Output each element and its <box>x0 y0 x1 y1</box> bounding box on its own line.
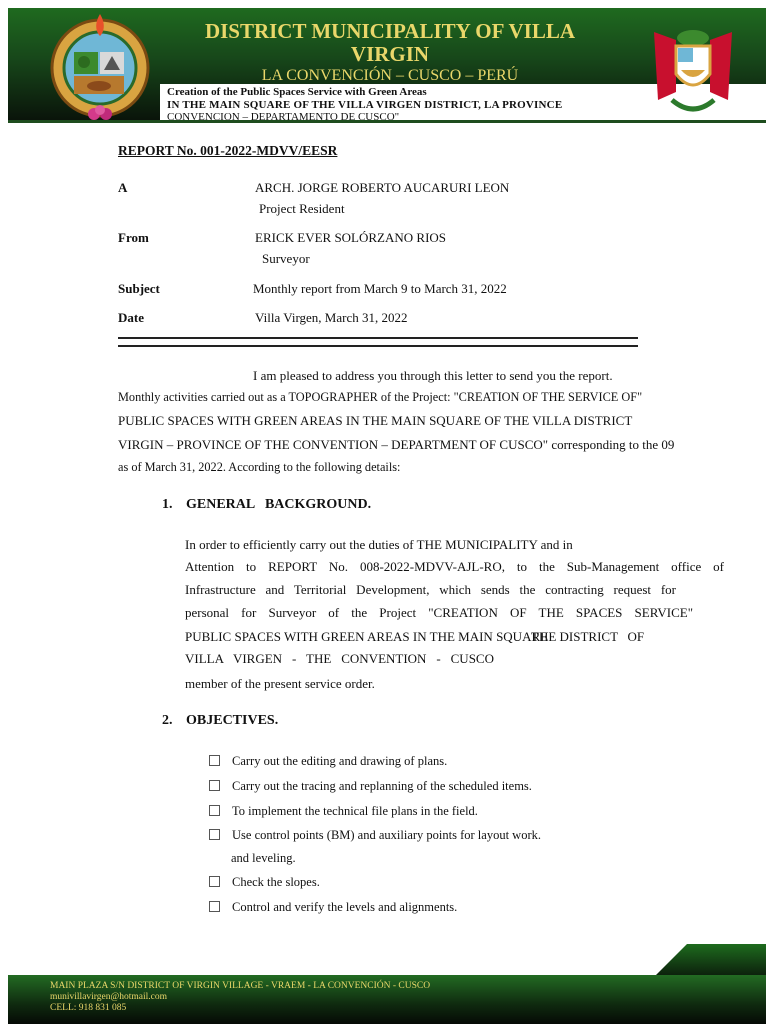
intro-line-4: VIRGIN – PROVINCE OF THE CONVENTION – DEPARTMENT OF CUSCO" corresponding to the 09 <box>118 437 675 452</box>
subject-label: Subject <box>118 281 160 296</box>
municipality-title-line2: VIRGIN <box>350 42 430 66</box>
objective-item <box>209 828 541 843</box>
section-2-number: 2. <box>162 713 173 728</box>
intro-line-1: I am pleased to address you through this letter to send you the report. <box>253 368 613 383</box>
intro-line-5: as of March 31, 2022. According to the following details: <box>118 460 401 474</box>
municipality-title-line1: DISTRICT MUNICIPALITY OF VILLA <box>204 19 576 43</box>
section-2-title: OBJECTIVES. <box>186 713 279 728</box>
objective-item <box>209 754 447 769</box>
objective-text: Control and verify the levels and alignments. <box>232 900 458 914</box>
objective-item <box>209 779 532 794</box>
municipality-subtitle: LA CONVENCIÓN – CUSCO – PERÚ <box>261 67 519 84</box>
checkbox-bullet-icon <box>209 829 220 840</box>
objective-item <box>209 900 457 915</box>
objective-text: Use control points (BM) and auxiliary points for layout work. <box>232 828 541 842</box>
to-label: A <box>118 180 128 195</box>
objective-item <box>209 804 478 819</box>
section-1-title: GENERAL BACKGROUND. <box>186 497 372 512</box>
footer-address: MAIN PLAZA S/N DISTRICT OF VIRGIN VILLAGE - VRAEM - LA CONVENCIÓN - CUSCO <box>50 981 431 991</box>
intro-line-3: PUBLIC SPACES WITH GREEN AREAS IN THE MAIN SQUARE OF THE VILLA DISTRICT <box>118 413 633 428</box>
objective-text: Carry out the tracing and replanning of the scheduled items. <box>232 779 532 793</box>
from-role: Surveyor <box>262 251 310 266</box>
date-label: Date <box>118 310 144 325</box>
footer-email: munivillavirgen@hotmail.com <box>50 992 168 1002</box>
to-name: ARCH. JORGE ROBERTO AUCARURI LEON <box>255 180 510 195</box>
section-1-line-5b: THE DISTRICT OF <box>531 629 645 644</box>
project-department-line: CONVENCION – DEPARTAMENTO DE CUSCO" <box>167 111 400 120</box>
footer-corner-shape <box>655 944 766 976</box>
section-1-line-1: In order to efficiently carry out the duties of THE MUNICIPALITY and in <box>185 537 573 552</box>
section-1-line-6: VILLA VIRGEN - THE CONVENTION - CUSCO <box>185 651 494 666</box>
section-1-line-7: member of the present service order. <box>185 676 375 691</box>
checkbox-bullet-icon <box>209 755 220 766</box>
section-1-line-5a: PUBLIC SPACES WITH GREEN AREAS IN THE MAIN SQUARE <box>185 629 549 644</box>
intro-line-2: Monthly activities carried out as a TOPOGRAPHER of the Project: "CREATION OF THE SERVICE OF" <box>118 390 643 404</box>
objective-text: Check the slopes. <box>232 875 320 889</box>
footer-phone: CELL: 918 831 085 <box>50 1003 127 1013</box>
project-creation-line: Creation of the Public Spaces Service with Green Areas <box>167 86 427 98</box>
objective-text: Carry out the editing and drawing of plans. <box>232 754 448 768</box>
objective-text: To implement the technical file plans in the field. <box>232 804 478 818</box>
date-value: Villa Virgen, March 31, 2022 <box>255 310 408 325</box>
objective-item-continuation: and leveling. <box>231 851 296 865</box>
section-1-number: 1. <box>162 497 173 512</box>
section-1-line-3: Infrastructure and Territorial Development, which sends the contracting request for <box>185 582 676 597</box>
header-separator <box>118 337 638 347</box>
checkbox-bullet-icon <box>209 780 220 791</box>
peru-coat-of-arms-icon <box>648 22 738 118</box>
checkbox-bullet-icon <box>209 805 220 816</box>
project-main-square-line: IN THE MAIN SQUARE OF THE VILLA VIRGEN DISTRICT, LA PROVINCE <box>167 99 563 111</box>
objective-item <box>209 875 320 890</box>
checkbox-bullet-icon <box>209 876 220 887</box>
section-1-line-2: Attention to REPORT No. 008-2022-MDVV-AJL-RO, to the Sub-Management office of <box>185 559 724 574</box>
section-1-line-4: personal for Surveyor of the Project "CREATION OF THE SPACES SERVICE" <box>185 605 693 620</box>
from-label: From <box>118 230 149 245</box>
from-name: ERICK EVER SOLÓRZANO RIOS <box>255 230 447 245</box>
municipal-seal-logo <box>44 10 156 122</box>
subject-value: Monthly report from March 9 to March 31, 2022 <box>253 281 507 296</box>
to-role: Project Resident <box>259 201 345 216</box>
checkbox-bullet-icon <box>209 901 220 912</box>
report-number: REPORT No. 001-2022-MDVV/EESR <box>118 143 338 158</box>
